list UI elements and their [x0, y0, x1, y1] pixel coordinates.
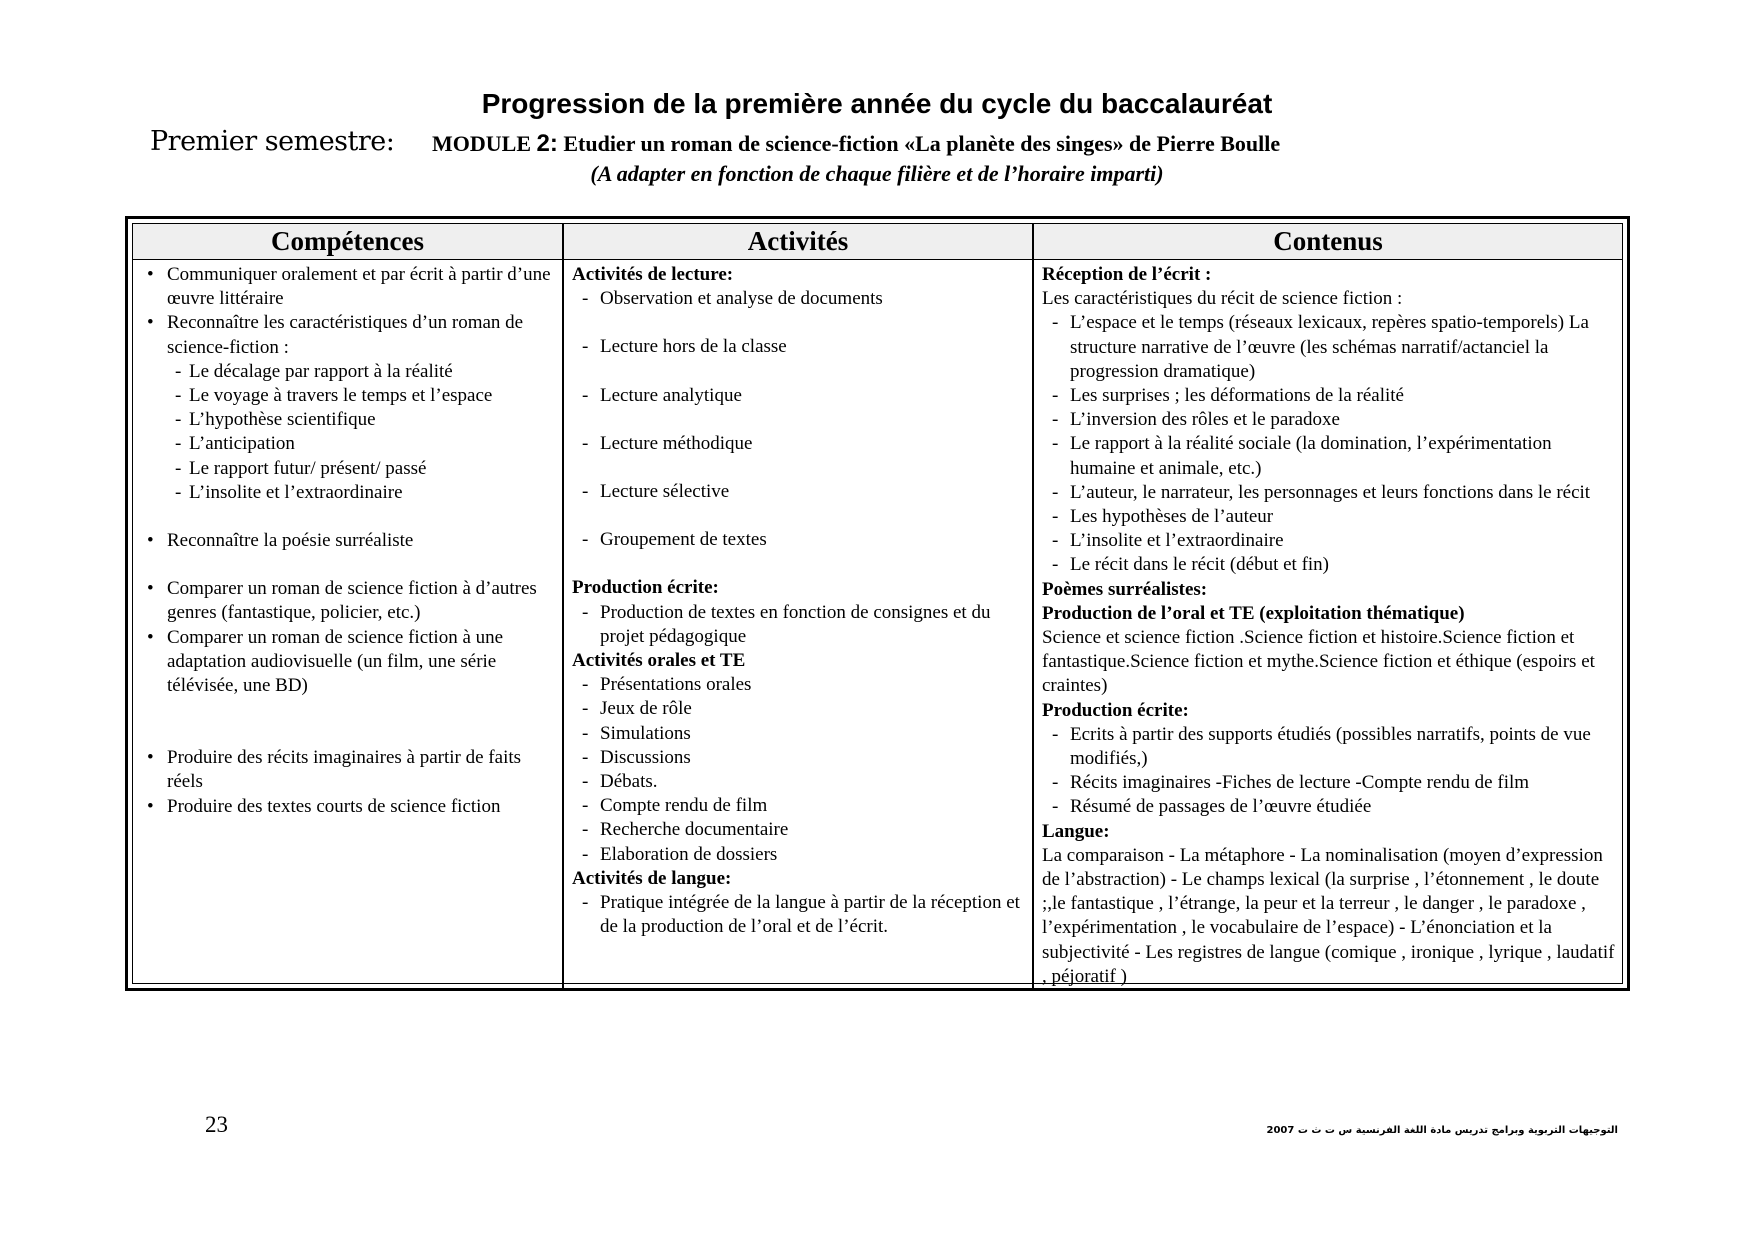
- module-title: Etudier un roman de science-fiction «La planète des singes» de Pierre Boulle: [563, 131, 1281, 156]
- activite-item: - Recherche documentaire: [572, 818, 1032, 842]
- activite-item: - Lecture analytique: [572, 384, 1032, 408]
- competence-sub-item: - Le voyage à travers le temps et l’espace: [141, 384, 562, 408]
- competence-item: • Produire des récits imaginaires à partir de faits réels: [141, 746, 562, 794]
- contenus-cell: [1033, 260, 1622, 990]
- table-frame: [125, 216, 1630, 991]
- competence-item: • Comparer un roman de science fiction à d’autres genres (fantastique, policier, etc.): [141, 577, 562, 625]
- competence-item: • Comparer un roman de science fiction à une adaptation audiovisuelle (un film, une série télévisée, une BD): [141, 626, 562, 699]
- contenus-oral-heading: Production de l’oral et TE (exploitation thématique): [1042, 602, 1465, 624]
- activite-item: - Pratique intégrée de la langue à partir de la réception et de la production de l’oral et de l’écrit.: [572, 891, 1032, 939]
- activite-item: - Lecture méthodique: [572, 432, 1032, 456]
- competence-item: • Reconnaître les caractéristiques d’un roman de science-fiction :: [141, 311, 562, 359]
- activite-item: - Elaboration de dossiers: [572, 843, 1032, 867]
- table-inner-frame: [132, 223, 1623, 987]
- module-number: 2:: [536, 130, 558, 157]
- footer-note: التوجيهات التربوية وبرامج تدريس مادة اللغة الفرنسية س ت ث ت 2007: [1266, 1125, 1618, 1136]
- activites-orales-heading: Activités orales et TE: [572, 650, 746, 672]
- contenu-item: - L’insolite et l’extraordinaire: [1042, 529, 1622, 553]
- contenus-reception-intro: Les caractéristiques du récit de science fiction :: [1042, 288, 1403, 310]
- contenus-production-heading: Production écrite:: [1042, 699, 1189, 721]
- competence-item: • Communiquer oralement et par écrit à partir d’une œuvre littéraire: [141, 263, 562, 311]
- contenus-langue-heading: Langue:: [1042, 820, 1110, 842]
- activite-item: - Jeux de rôle: [572, 697, 1032, 721]
- contenu-item: - L’espace et le temps (réseaux lexicaux, repères spatio-temporels) La structure narrative de l’œuvre (les schémas narratif/actanciel la progression dramatique): [1042, 311, 1622, 384]
- competence-sub-item: - Le décalage par rapport à la réalité: [141, 360, 562, 384]
- competence-sub-item: - L’insolite et l’extraordinaire: [141, 481, 562, 505]
- contenu-item: - Résumé de passages de l’œuvre étudiée: [1042, 795, 1622, 819]
- activite-item: - Lecture hors de la classe: [572, 335, 1032, 359]
- contenu-item: - Les surprises ; les déformations de la réalité: [1042, 384, 1622, 408]
- subtitle: (A adapter en fonction de chaque filière et de l’horaire imparti): [590, 161, 1164, 186]
- contenu-item: - Les hypothèses de l’auteur: [1042, 505, 1622, 529]
- column-header-contenus: Contenus: [1033, 224, 1622, 260]
- activite-item: - Discussions: [572, 746, 1032, 770]
- contenu-item: - L’inversion des rôles et le paradoxe: [1042, 408, 1622, 432]
- activite-item: - Lecture sélective: [572, 480, 1032, 504]
- column-header-activites: Activités: [563, 224, 1033, 260]
- activite-item: - Simulations: [572, 722, 1032, 746]
- activite-item: - Groupement de textes: [572, 528, 1032, 552]
- activite-item: - Observation et analyse de documents: [572, 287, 1032, 311]
- contenu-item: - Récits imaginaires -Fiches de lecture -Compte rendu de film: [1042, 771, 1622, 795]
- activites-cell: [563, 260, 1033, 990]
- competence-sub-item: - Le rapport futur/ présent/ passé: [141, 457, 562, 481]
- activite-item: - Présentations orales: [572, 673, 1032, 697]
- activites-production-heading: Production écrite:: [572, 577, 719, 599]
- competences-cell: [133, 260, 563, 990]
- competence-sub-item: - L’anticipation: [141, 432, 562, 456]
- progression-table: [133, 224, 1622, 989]
- contenu-item: - Le rapport à la réalité sociale (la domination, l’expérimentation humaine et animale, etc.): [1042, 432, 1622, 480]
- contenu-item: - Le récit dans le récit (début et fin): [1042, 553, 1622, 577]
- module-prefix: MODULE: [432, 131, 531, 156]
- column-header-competences: Compétences: [133, 224, 563, 260]
- competence-sub-item: - L’hypothèse scientifique: [141, 408, 562, 432]
- competence-item: • Produire des textes courts de science fiction: [141, 795, 562, 819]
- contenus-oral-text: Science et science fiction .Science fiction et histoire.Science fiction et fantastique.Science fiction et mythe.Science fiction et éthique (espoirs et craintes): [1042, 627, 1595, 697]
- module-line: [432, 130, 1280, 158]
- contenu-item: - L’auteur, le narrateur, les personnages et leurs fonctions dans le récit: [1042, 481, 1622, 505]
- activite-item: - Débats.: [572, 770, 1032, 794]
- page-title: Progression de la première année du cycle du baccalauréat: [481, 88, 1273, 119]
- activite-item: - Production de textes en fonction de consignes et du projet pédagogique: [572, 601, 1032, 649]
- activites-langue-heading: Activités de langue:: [572, 867, 732, 889]
- activite-item: - Compte rendu de film: [572, 794, 1032, 818]
- contenus-langue-text: La comparaison - La métaphore - La nominalisation (moyen d’expression de l’abstraction) - Le champs lexical (la surprise , l’étonnement , le doute ;,le fantastique , l’étrange, la peur et la terreur , le danger , le paradoxe , l’expérimentation , le vocabulaire de l’espace) - L’énonciation et la subjectivité - Les registres de langue (comique , ironique , lyrique , laudatif , péjoratif ): [1042, 844, 1615, 987]
- page-number: 23: [205, 1112, 228, 1137]
- semester-label: Premier semestre:: [150, 126, 395, 157]
- contenu-item: - Ecrits à partir des supports étudiés (possibles narratifs, points de vue modifiés,): [1042, 723, 1622, 771]
- contenus-reception-heading: Réception de l’écrit :: [1042, 264, 1212, 285]
- activites-lecture-heading: Activités de lecture:: [572, 264, 734, 285]
- contenus-poemes-heading: Poèmes surréalistes:: [1042, 578, 1208, 600]
- competence-item: • Reconnaître la poésie surréaliste: [141, 529, 562, 553]
